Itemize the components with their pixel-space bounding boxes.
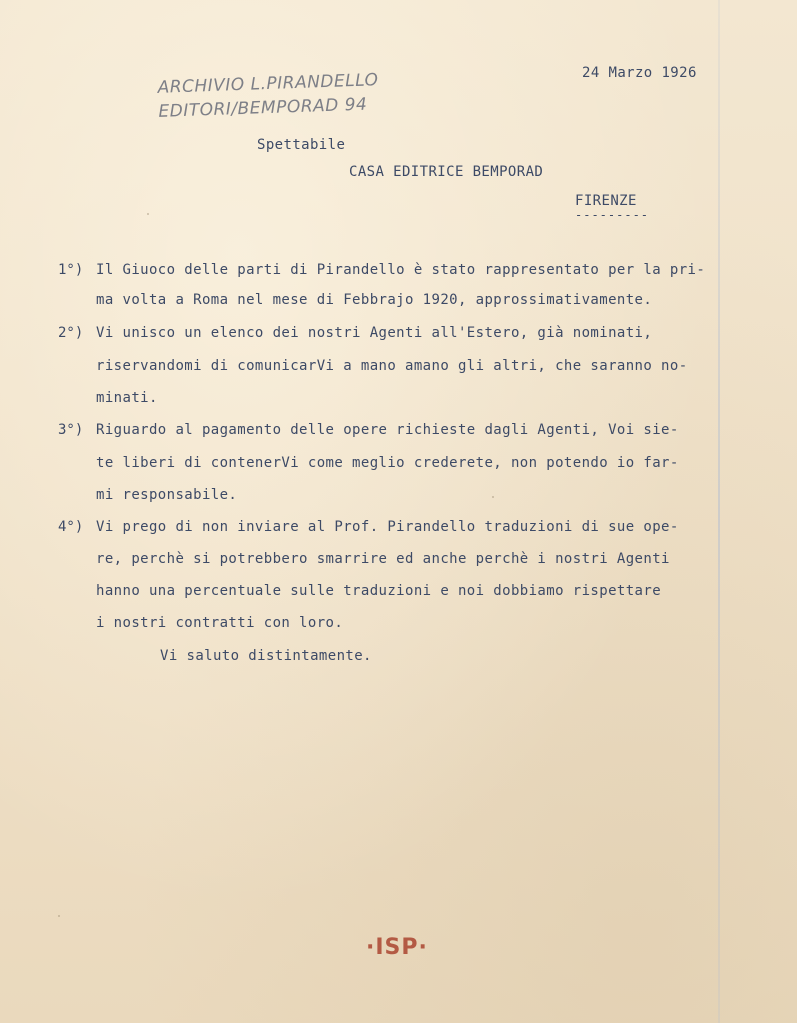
item-line: mi responsabile. <box>96 487 238 503</box>
archive-note-line-1: ARCHIVIO L.PIRANDELLO <box>157 70 379 98</box>
item-line: Il Giuoco delle parti di Pirandello è stato rappresentato per la pri- <box>96 262 706 278</box>
paper-speck <box>492 496 494 498</box>
letter-date: 24 Marzo 1926 <box>582 65 697 81</box>
recipient-name: CASA EDITRICE BEMPORAD <box>349 164 544 180</box>
item-line: riservandomi di comunicarVi a mano amano gli altri, che saranno no- <box>96 358 688 374</box>
item-line: Riguardo al pagamento delle opere richieste dagli Agenti, Voi sie- <box>96 422 679 438</box>
salutation: Spettabile <box>257 137 346 153</box>
item-line: i nostri contratti con loro. <box>96 615 344 631</box>
item-line: Vi prego di non inviare al Prof. Pirandello traduzioni di sue ope- <box>96 519 679 535</box>
paper-speck <box>147 213 149 215</box>
paper-speck <box>58 915 60 917</box>
paper-fold-line <box>718 0 720 1023</box>
archive-note-line-2: EDITORI/BEMPORAD 94 <box>158 94 368 122</box>
archive-handwritten-note <box>157 68 380 124</box>
item-line: minati. <box>96 390 158 406</box>
item-number: 4°) <box>58 519 84 535</box>
recipient-city: FIRENZE <box>575 193 637 209</box>
faint-archive-stamp <box>308 902 312 913</box>
item-number: 3°) <box>58 422 84 438</box>
item-line: te liberi di contenerVi come meglio crederete, non potendo io far- <box>96 455 679 471</box>
item-line: ma volta a Roma nel mese di Febbrajo 1920, approssimativamente. <box>96 292 653 308</box>
item-number: 2°) <box>58 325 84 341</box>
item-line: Vi unisco un elenco dei nostri Agenti all'Estero, già nominati, <box>96 325 653 341</box>
isp-logo: ·ISP· <box>366 935 428 960</box>
closing-line: Vi saluto distintamente. <box>160 648 372 664</box>
item-number: 1°) <box>58 262 84 278</box>
city-underline: --------- <box>575 208 650 222</box>
item-line: hanno una percentuale sulle traduzioni e noi dobbiamo rispettare <box>96 583 662 599</box>
item-line: re, perchè si potrebbero smarrire ed anche perchè i nostri Agenti <box>96 551 670 567</box>
